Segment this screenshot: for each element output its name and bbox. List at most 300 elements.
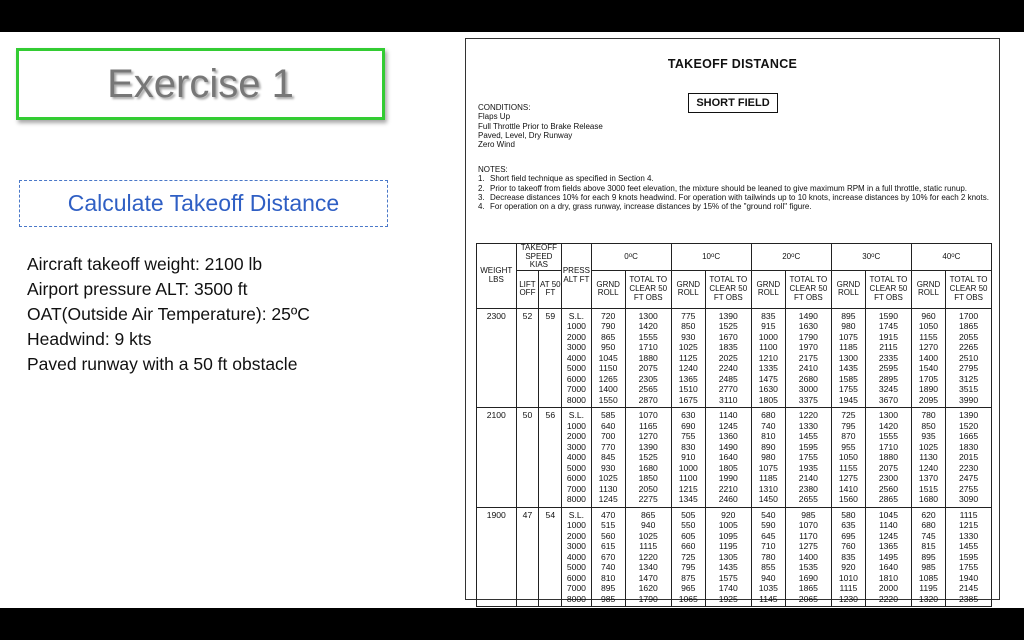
total-value: 2510 <box>959 352 979 363</box>
total-value: 2115 <box>879 342 898 353</box>
grnd-roll-value: 1370 <box>918 473 939 484</box>
grnd-roll-cell <box>591 408 625 508</box>
total-value: 1470 <box>638 572 658 583</box>
at-50ft-cell: 59 <box>539 308 562 408</box>
grnd-roll-value: 915 <box>761 321 776 332</box>
total-value: 1595 <box>798 441 818 452</box>
grnd-roll-value: 940 <box>761 572 776 583</box>
total-value: 2565 <box>638 384 658 395</box>
grnd-roll-value: 560 <box>601 530 616 541</box>
grnd-roll-value: 795 <box>681 562 696 573</box>
total-value: 1525 <box>718 321 738 332</box>
grnd-roll-cell <box>591 507 625 607</box>
grnd-roll-value: 865 <box>601 331 616 342</box>
total-cell <box>866 507 912 607</box>
grnd-roll-value: 540 <box>761 509 776 520</box>
at-50ft-cell: 56 <box>539 408 562 508</box>
total-value: 1420 <box>878 420 898 431</box>
weight-cell: 2300 <box>477 308 517 408</box>
altitude-value: S.L. <box>568 410 585 421</box>
grnd-roll-value: 1025 <box>598 473 618 484</box>
grnd-roll-value: 1185 <box>759 473 778 484</box>
exercise-title: Exercise 1 <box>107 61 294 106</box>
total-value: 1300 <box>878 410 898 421</box>
grnd-roll-value: 1240 <box>918 462 939 473</box>
lift-off-cell: 47 <box>516 507 539 607</box>
lift-off-cell: 50 <box>516 408 539 508</box>
grnd-roll-value: 890 <box>761 441 776 452</box>
grnd-roll-value: 695 <box>841 530 856 541</box>
total-value: 1140 <box>719 410 738 421</box>
slide <box>0 32 1024 608</box>
grnd-roll-value: 1130 <box>598 483 618 494</box>
total-value: 2075 <box>878 462 898 473</box>
total-value: 1880 <box>878 452 898 463</box>
grnd-roll-value: 1215 <box>678 483 698 494</box>
press-alt-cell <box>562 308 591 408</box>
grnd-roll-value: 1230 <box>838 593 858 604</box>
grnd-roll-value: 980 <box>841 321 856 332</box>
header-total: TOTAL TO CLEAR 50 FT OBS <box>705 270 751 308</box>
total-value: 2025 <box>718 352 738 363</box>
grnd-roll-value: 1125 <box>679 352 698 363</box>
total-value: 2175 <box>798 352 818 363</box>
grnd-roll-value: 1540 <box>918 363 939 374</box>
grnd-roll-value: 1185 <box>839 342 858 353</box>
given-conditions <box>27 252 310 377</box>
grnd-roll-value: 910 <box>681 452 696 463</box>
given-runway: Paved runway with a 50 ft obstacle <box>27 354 298 374</box>
grnd-roll-value: 1450 <box>758 494 778 505</box>
total-value: 2305 <box>638 373 658 384</box>
total-value: 1115 <box>959 509 978 520</box>
grnd-roll-value: 1270 <box>918 342 939 353</box>
total-value: 985 <box>801 509 816 520</box>
grnd-roll-value: 1310 <box>758 483 778 494</box>
total-value: 1670 <box>718 331 738 342</box>
total-value: 1245 <box>878 530 898 541</box>
grnd-roll-value: 745 <box>921 530 936 541</box>
grnd-roll-value: 515 <box>601 520 616 531</box>
grnd-roll-value: 505 <box>681 509 696 520</box>
at-50ft-cell: 54 <box>539 507 562 607</box>
total-value: 1830 <box>959 441 979 452</box>
total-value: 1835 <box>718 342 738 353</box>
total-value: 1925 <box>718 593 738 604</box>
total-value: 1420 <box>638 321 658 332</box>
grnd-roll-value: 930 <box>681 331 696 342</box>
grnd-roll-value: 965 <box>681 583 696 594</box>
grnd-roll-value: 1345 <box>678 494 698 505</box>
grnd-roll-value: 1010 <box>838 572 858 583</box>
grnd-roll-value: 590 <box>761 520 776 531</box>
total-value: 2075 <box>638 363 658 374</box>
header-temp: 20$^o$C <box>751 244 831 271</box>
total-value: 2050 <box>638 483 658 494</box>
total-cell <box>946 408 992 508</box>
total-value: 2755 <box>959 483 979 494</box>
total-value: 1045 <box>878 509 898 520</box>
total-value: 1455 <box>798 431 818 442</box>
grnd-roll-value: 920 <box>841 562 856 573</box>
grnd-roll-value: 985 <box>921 562 936 573</box>
grnd-roll-value: 1050 <box>918 321 939 332</box>
total-value: 1915 <box>878 331 898 342</box>
grnd-roll-cell <box>671 507 705 607</box>
grnd-roll-value: 780 <box>761 551 776 562</box>
header-grnd-roll: GRND ROLL <box>591 270 625 308</box>
total-value: 2065 <box>798 593 818 604</box>
total-value: 1740 <box>718 583 738 594</box>
header-speed: TAKEOFF SPEED KIAS <box>516 244 562 271</box>
grnd-roll-value: 875 <box>681 572 696 583</box>
grnd-roll-cell <box>911 408 945 508</box>
header-total: TOTAL TO CLEAR 50 FT OBS <box>866 270 912 308</box>
grnd-roll-value: 950 <box>601 342 616 353</box>
grnd-roll-value: 895 <box>601 583 616 594</box>
total-value: 1640 <box>718 452 738 463</box>
total-value: 2485 <box>718 373 738 384</box>
grnd-roll-value: 1025 <box>918 441 939 452</box>
grnd-roll-value: 850 <box>681 321 696 332</box>
grnd-roll-value: 1155 <box>919 331 938 342</box>
total-value: 1195 <box>719 541 738 552</box>
grnd-roll-value: 1100 <box>759 342 778 353</box>
altitude-value: 4000 <box>566 352 586 363</box>
total-value: 2655 <box>798 494 818 505</box>
grnd-roll-value: 835 <box>761 310 776 321</box>
grnd-roll-value: 670 <box>601 551 616 562</box>
press-alt-cell <box>562 507 591 607</box>
grnd-roll-value: 1145 <box>759 593 778 604</box>
grnd-roll-cell <box>911 308 945 408</box>
conditions-label: CONDITIONS: <box>478 103 531 112</box>
grnd-roll-value: 1400 <box>598 384 618 395</box>
weight-cell: 1900 <box>477 507 517 607</box>
grnd-roll-value: 1400 <box>918 352 939 363</box>
notes-label: NOTES: <box>478 165 508 174</box>
header-grnd-roll: GRND ROLL <box>751 270 785 308</box>
total-value: 2140 <box>798 473 818 484</box>
total-value: 1805 <box>718 462 738 473</box>
grnd-roll-cell <box>671 408 705 508</box>
total-value: 1700 <box>959 310 979 321</box>
grnd-roll-cell <box>751 308 785 408</box>
grnd-roll-value: 1000 <box>758 331 778 342</box>
grnd-roll-value: 1240 <box>678 363 698 374</box>
altitude-value: 2000 <box>566 530 586 541</box>
total-value: 1215 <box>959 520 979 531</box>
total-value: 940 <box>641 520 656 531</box>
altitude-value: 4000 <box>566 551 586 562</box>
total-value: 1400 <box>798 551 818 562</box>
grnd-roll-value: 1560 <box>838 494 858 505</box>
condition-item: Paved, Level, Dry Runway <box>478 130 573 140</box>
total-value: 2240 <box>718 363 738 374</box>
grnd-roll-value: 980 <box>761 452 776 463</box>
total-value: 1555 <box>638 331 658 342</box>
total-cell <box>785 408 831 508</box>
total-value: 1340 <box>638 562 658 573</box>
total-value: 1005 <box>718 520 738 531</box>
total-value: 1990 <box>718 473 738 484</box>
grnd-roll-value: 1195 <box>919 583 938 594</box>
grnd-roll-value: 1585 <box>838 373 858 384</box>
total-value: 2560 <box>878 483 898 494</box>
total-value: 2265 <box>959 342 979 353</box>
total-value: 2220 <box>878 593 898 604</box>
total-value: 1330 <box>798 420 818 431</box>
total-cell <box>705 507 751 607</box>
grnd-roll-value: 930 <box>601 462 616 473</box>
header-temp: 30$^o$C <box>831 244 911 271</box>
total-value: 2895 <box>878 373 898 384</box>
total-value: 1165 <box>638 420 658 431</box>
note-item: 4. For operation on a dry, grass runway, increase distances by 15% of the "ground roll" figure. <box>478 202 812 212</box>
altitude-value: 4000 <box>566 452 586 463</box>
grnd-roll-value: 755 <box>681 431 696 442</box>
grnd-roll-value: 835 <box>841 551 856 562</box>
grnd-roll-value: 1630 <box>758 384 778 395</box>
table-body <box>477 308 992 607</box>
grnd-roll-value: 845 <box>601 452 616 463</box>
total-value: 1490 <box>798 310 818 321</box>
table-row <box>477 308 992 408</box>
total-cell <box>785 507 831 607</box>
total-value: 1620 <box>638 583 658 594</box>
header-total: TOTAL TO CLEAR 50 FT OBS <box>946 270 992 308</box>
total-value: 2795 <box>959 363 979 374</box>
grnd-roll-value: 810 <box>761 431 776 442</box>
total-value: 1575 <box>718 572 738 583</box>
grnd-roll-value: 680 <box>761 410 776 421</box>
grnd-roll-value: 470 <box>601 509 616 520</box>
total-value: 1850 <box>638 473 658 484</box>
grnd-roll-value: 640 <box>601 420 616 431</box>
header-lift-off: LIFT OFF <box>516 270 539 308</box>
condition-item: Full Throttle Prior to Brake Release <box>478 121 603 131</box>
header-temp: 0$^o$C <box>591 244 671 271</box>
grnd-roll-value: 660 <box>681 541 696 552</box>
condition-item: Flaps Up <box>478 112 511 122</box>
grnd-roll-value: 1675 <box>678 394 698 405</box>
total-value: 2680 <box>798 373 818 384</box>
grnd-roll-value: 985 <box>601 593 616 604</box>
total-value: 865 <box>641 509 656 520</box>
short-field-badge: SHORT FIELD <box>688 93 778 113</box>
grnd-roll-value: 895 <box>841 310 856 321</box>
total-value: 1115 <box>639 541 658 552</box>
grnd-roll-value: 770 <box>601 441 616 452</box>
total-value: 3990 <box>959 394 979 405</box>
grnd-roll-value: 585 <box>601 410 616 421</box>
total-value: 1555 <box>878 431 898 442</box>
grnd-roll-value: 775 <box>681 310 696 321</box>
total-value: 3375 <box>798 394 818 405</box>
grnd-roll-cell <box>831 408 865 508</box>
total-value: 1070 <box>638 410 658 421</box>
chart-title: TAKEOFF DISTANCE <box>667 57 798 71</box>
grnd-roll-value: 1410 <box>838 483 858 494</box>
total-value: 1630 <box>798 321 818 332</box>
total-value: 1590 <box>878 310 898 321</box>
grnd-roll-value: 710 <box>761 541 776 552</box>
grnd-roll-value: 725 <box>681 551 696 562</box>
grnd-roll-value: 1320 <box>918 593 939 604</box>
grnd-roll-value: 1275 <box>838 473 858 484</box>
total-value: 1025 <box>638 530 658 541</box>
header-temp: 40$^o$C <box>911 244 991 271</box>
grnd-roll-value: 850 <box>921 420 936 431</box>
total-value: 1520 <box>959 420 979 431</box>
given-weight: Aircraft takeoff weight: 2100 lb <box>27 254 263 274</box>
total-value: 1640 <box>878 562 898 573</box>
total-value: 3245 <box>878 384 898 395</box>
total-value: 1940 <box>959 572 979 583</box>
grnd-roll-value: 1945 <box>838 394 858 405</box>
altitude-value: 1000 <box>566 520 586 531</box>
total-value: 1495 <box>878 551 898 562</box>
total-value: 1680 <box>638 462 658 473</box>
grnd-roll-value: 795 <box>841 420 856 431</box>
altitude-value: 6000 <box>566 373 586 384</box>
total-value: 1865 <box>798 583 818 594</box>
total-value: 1970 <box>798 342 818 353</box>
grnd-roll-value: 1755 <box>838 384 858 395</box>
total-value: 1865 <box>959 321 979 332</box>
total-value: 2145 <box>959 583 979 594</box>
grnd-roll-value: 1150 <box>598 363 618 374</box>
total-value: 1390 <box>638 441 658 452</box>
header-total: TOTAL TO CLEAR 50 FT OBS <box>785 270 831 308</box>
grnd-roll-value: 1155 <box>839 462 858 473</box>
total-value: 2210 <box>718 483 738 494</box>
grnd-roll-value: 960 <box>921 310 936 321</box>
total-value: 1690 <box>798 572 818 583</box>
altitude-value: 5000 <box>566 562 586 573</box>
altitude-value: 7000 <box>566 583 586 594</box>
grnd-roll-value: 1130 <box>919 452 938 463</box>
total-value: 2015 <box>959 452 979 463</box>
total-value: 1490 <box>718 441 738 452</box>
header-grnd-roll: GRND ROLL <box>911 270 945 308</box>
total-value: 1305 <box>718 551 738 562</box>
weight-cell: 2100 <box>477 408 517 508</box>
header-temp: 10$^o$C <box>671 244 751 271</box>
grnd-roll-value: 1115 <box>839 583 858 594</box>
grnd-roll-value: 630 <box>681 410 696 421</box>
grnd-roll-value: 1085 <box>918 572 939 583</box>
total-value: 1665 <box>959 431 979 442</box>
total-value: 1390 <box>959 410 979 421</box>
total-value: 1525 <box>638 452 658 463</box>
grnd-roll-value: 815 <box>921 541 936 552</box>
grnd-roll-value: 1210 <box>758 352 778 363</box>
subtitle-box <box>19 180 388 227</box>
altitude-value: 7000 <box>566 483 586 494</box>
total-value: 1535 <box>798 562 818 573</box>
altitude-value: 6000 <box>566 473 586 484</box>
total-value: 1390 <box>718 310 738 321</box>
condition-item: Zero Wind <box>478 140 515 150</box>
grnd-roll-cell <box>831 308 865 408</box>
altitude-value: 3000 <box>566 541 586 552</box>
grnd-roll-value: 1265 <box>598 373 618 384</box>
given-oat: OAT(Outside Air Temperature): 25ºC <box>27 304 310 324</box>
total-value: 2770 <box>718 384 738 395</box>
grnd-roll-value: 870 <box>841 431 856 442</box>
grnd-roll-value: 1890 <box>918 384 939 395</box>
grnd-roll-value: 1245 <box>598 494 618 505</box>
total-value: 3090 <box>959 494 979 505</box>
grnd-roll-cell <box>671 308 705 408</box>
grnd-roll-value: 935 <box>921 431 936 442</box>
notes <box>478 165 990 211</box>
grnd-roll-value: 1075 <box>838 331 858 342</box>
total-cell <box>625 408 671 508</box>
total-value: 1790 <box>638 593 658 604</box>
total-value: 1880 <box>638 352 658 363</box>
total-value: 1095 <box>718 530 738 541</box>
total-value: 2275 <box>638 494 658 505</box>
grnd-roll-value: 700 <box>601 431 616 442</box>
note-item: 3. Decrease distances 10% for each 9 knots headwind. For operation with tailwinds up to 10 knots, increase distances by 10% for each 2 knots. <box>478 192 989 202</box>
header-at-50ft: AT 50 FT <box>539 270 562 308</box>
grnd-roll-value: 1025 <box>678 342 698 353</box>
total-value: 2595 <box>878 363 898 374</box>
grnd-roll-value: 635 <box>841 520 856 531</box>
total-value: 3125 <box>959 373 979 384</box>
grnd-roll-value: 1050 <box>838 452 858 463</box>
total-value: 3000 <box>798 384 818 395</box>
grnd-roll-value: 1075 <box>758 462 778 473</box>
total-value: 1935 <box>798 462 818 473</box>
total-value: 2230 <box>959 462 979 473</box>
exercise-title-box <box>16 48 385 120</box>
total-value: 2460 <box>718 494 738 505</box>
grnd-roll-value: 895 <box>921 551 936 562</box>
total-value: 1070 <box>798 520 818 531</box>
total-value: 1455 <box>959 541 979 552</box>
table-row <box>477 408 992 508</box>
grnd-roll-value: 1300 <box>838 352 858 363</box>
altitude-value: 5000 <box>566 462 586 473</box>
altitude-value: 8000 <box>566 593 586 604</box>
total-value: 2055 <box>959 331 979 342</box>
grnd-roll-value: 1805 <box>758 394 778 405</box>
grnd-roll-value: 1335 <box>758 363 778 374</box>
total-cell <box>946 308 992 408</box>
total-value: 1790 <box>798 331 818 342</box>
grnd-roll-cell <box>751 507 785 607</box>
grnd-roll-value: 615 <box>601 541 616 552</box>
altitude-value: S.L. <box>568 509 585 520</box>
total-value: 1810 <box>878 572 898 583</box>
grnd-roll-value: 2095 <box>918 394 939 405</box>
grnd-roll-value: 830 <box>681 441 696 452</box>
grnd-roll-cell <box>911 507 945 607</box>
header-press-alt: PRESS ALT FT <box>562 244 591 309</box>
conditions <box>478 103 603 149</box>
total-value: 1300 <box>638 310 658 321</box>
grnd-roll-value: 760 <box>841 541 856 552</box>
total-cell <box>785 308 831 408</box>
total-value: 1365 <box>878 541 898 552</box>
lift-off-cell: 52 <box>516 308 539 408</box>
total-cell <box>625 507 671 607</box>
grnd-roll-value: 690 <box>681 420 696 431</box>
total-value: 1360 <box>718 431 738 442</box>
